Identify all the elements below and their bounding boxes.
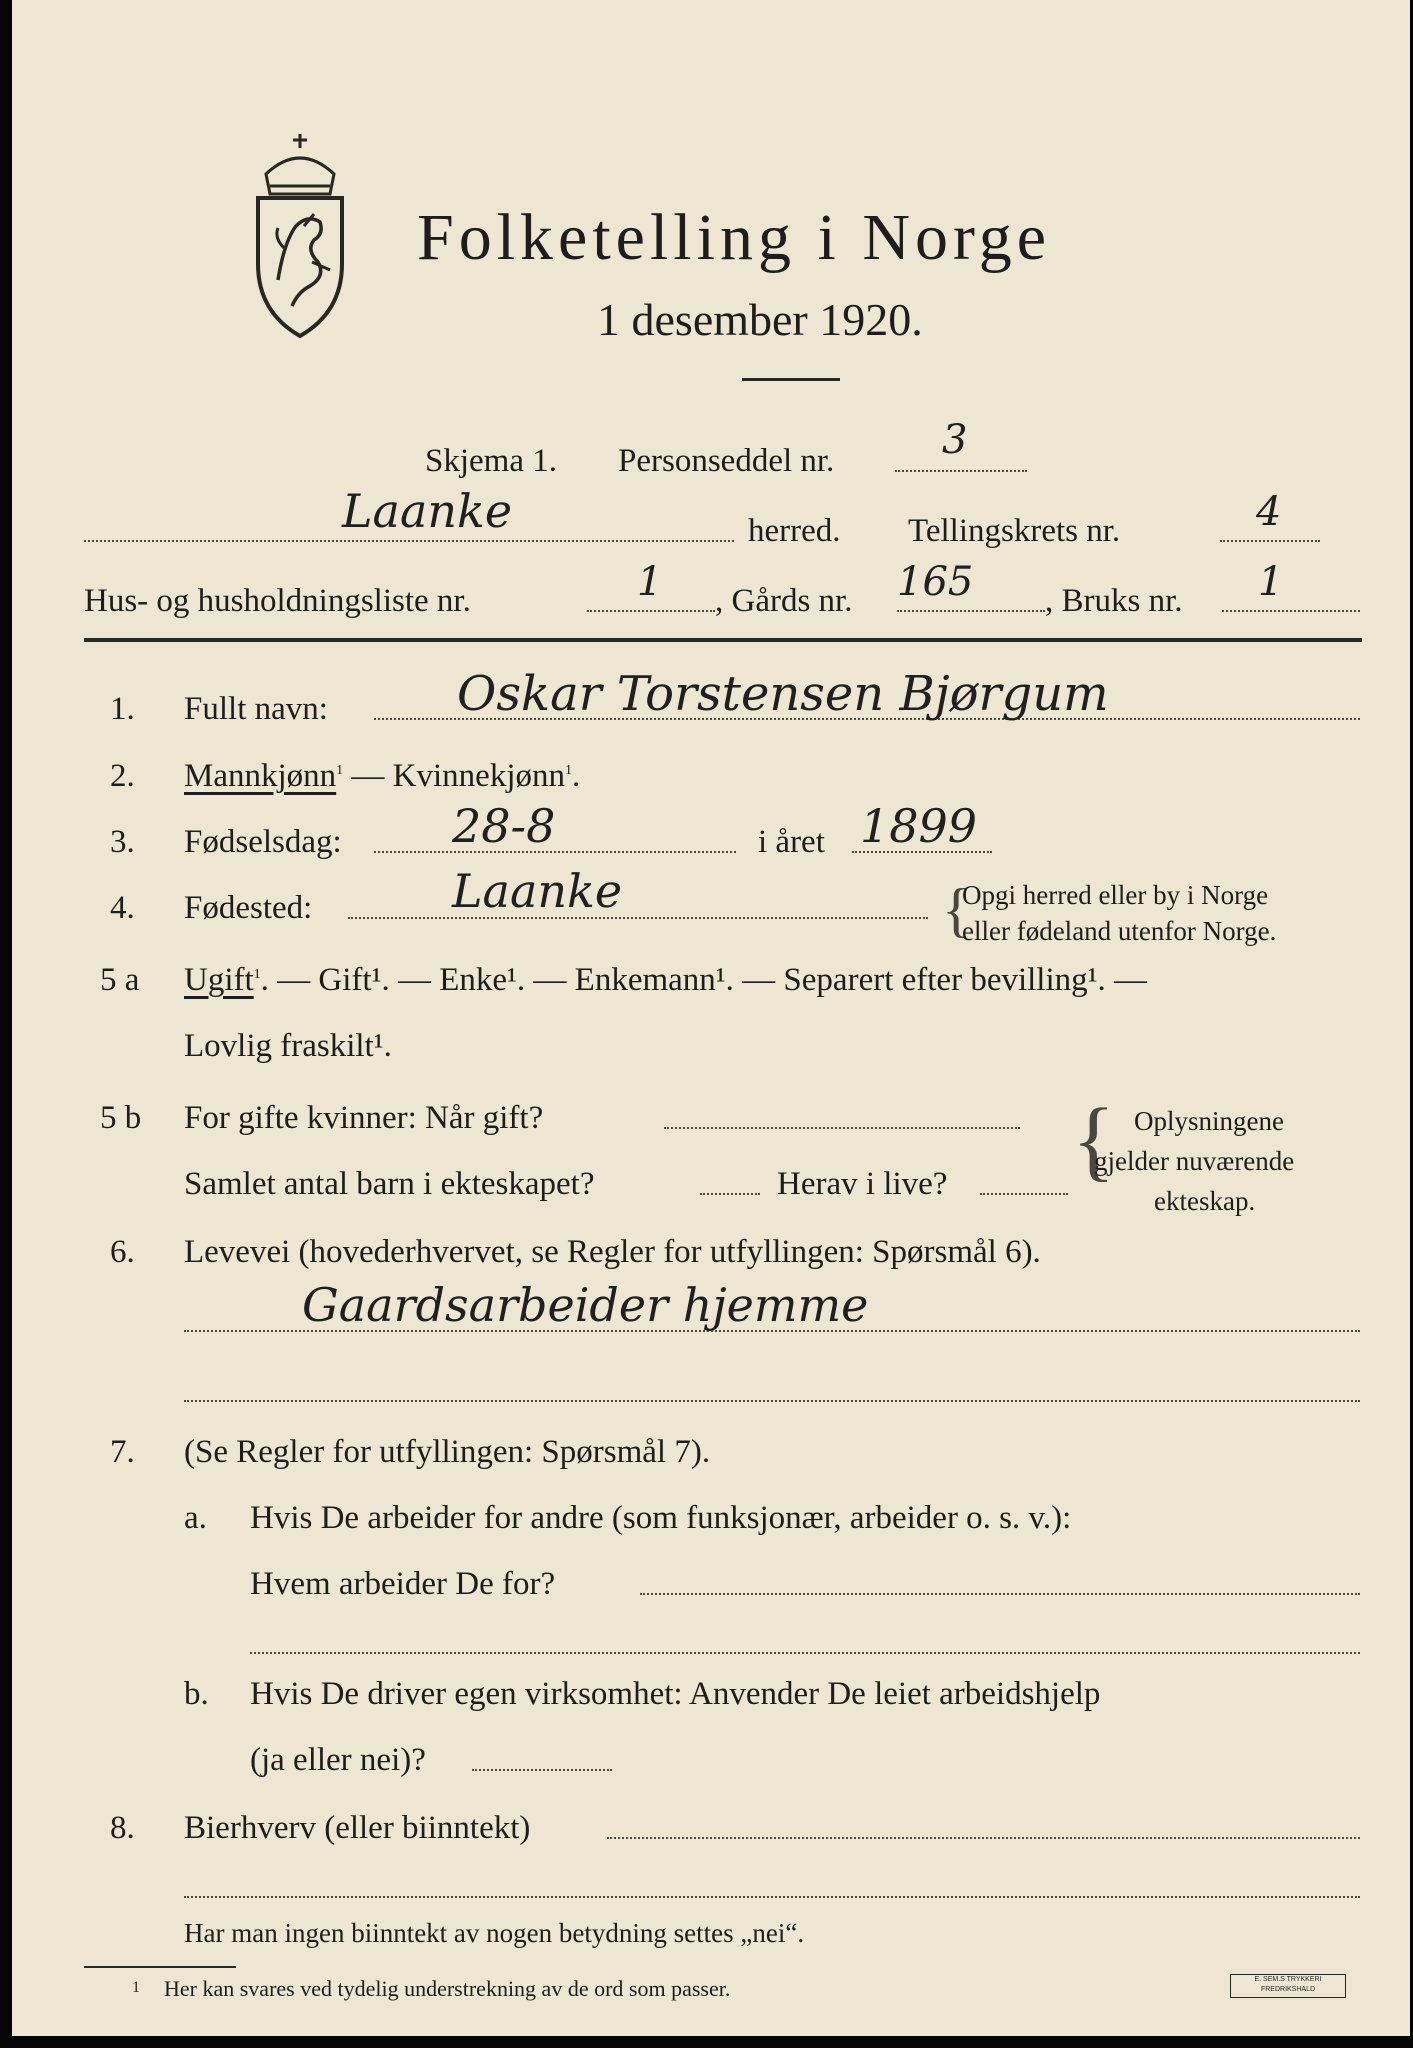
gender-male-option[interactable]: Mannkjønn bbox=[184, 758, 337, 794]
q5b-label1: For gifte kvinner: Når gift? bbox=[184, 1100, 544, 1136]
hus-value[interactable]: 1 bbox=[637, 559, 663, 605]
bruks-label: , Bruks nr. bbox=[1045, 583, 1183, 619]
coat-of-arms-icon bbox=[244, 130, 356, 340]
q4-label: Fødested: bbox=[184, 890, 313, 926]
q7-label: (Se Regler for utfyllingen: Spørsmål 7). bbox=[184, 1434, 711, 1470]
personseddel-value[interactable]: 3 bbox=[942, 417, 968, 463]
title-rule bbox=[742, 378, 840, 381]
hus-line bbox=[587, 610, 715, 612]
occupation-value[interactable]: Gaardsarbeider hjemme bbox=[302, 1278, 869, 1332]
gards-value[interactable]: 165 bbox=[897, 559, 974, 605]
footer-note: Har man ingen biinntekt av nogen betydning settes „nei“. bbox=[184, 1918, 805, 1948]
footnote-text: Her kan svares ved tydelig understrekning av de ord som passer. bbox=[164, 1976, 731, 2001]
q7b-line1: Hvis De driver egen virksomhet: Anvender De leiet arbeidshjelp bbox=[250, 1676, 1101, 1712]
birth-day-value[interactable]: 28-8 bbox=[452, 799, 556, 853]
q5b-note-line2: gjelder nuværende bbox=[1094, 1146, 1295, 1176]
footnote-number: 1 bbox=[132, 1979, 140, 1996]
q4-number: 4. bbox=[110, 890, 135, 926]
gards-line bbox=[897, 610, 1045, 612]
q1-label: Fullt navn: bbox=[184, 691, 328, 727]
q3-label: Fødselsdag: bbox=[184, 824, 342, 860]
q2-options: Mannkjønn$^1$ — Kvinnekjønn$^1$. bbox=[184, 758, 581, 794]
q7b-answer-line bbox=[472, 1769, 612, 1771]
q5b-note-line1: Oplysningene bbox=[1134, 1106, 1284, 1136]
q7a-employer-line bbox=[640, 1593, 1360, 1595]
q5b-number: 5 b bbox=[100, 1100, 142, 1136]
gards-label: , Gårds nr. bbox=[715, 583, 853, 619]
q5b-label3: Herav i live? bbox=[777, 1166, 948, 1202]
q5b-note-line3: ekteskap. bbox=[1154, 1186, 1256, 1216]
q7-number: 7. bbox=[110, 1434, 135, 1470]
tellingskrets-value[interactable]: 4 bbox=[1256, 489, 1282, 535]
census-date: 1 desember 1920. bbox=[597, 294, 923, 345]
header-divider bbox=[84, 638, 1362, 642]
footnote-rule bbox=[84, 1966, 236, 1968]
tellingskrets-line bbox=[1220, 540, 1320, 542]
q2-number: 2. bbox=[110, 758, 135, 794]
q8-line1 bbox=[607, 1837, 1360, 1839]
hus-label: Hus- og husholdningsliste nr. bbox=[84, 583, 471, 619]
q4-note-line2: eller fødeland utenfor Norge. bbox=[962, 916, 1277, 946]
full-name-value[interactable]: Oskar Torstensen Bjørgum bbox=[457, 666, 1109, 722]
q7a-line2: Hvem arbeider De for? bbox=[250, 1566, 556, 1602]
q5b-alive-line bbox=[980, 1193, 1068, 1195]
personseddel-line bbox=[895, 470, 1027, 472]
q4-note-line1: Opgi herred eller by i Norge bbox=[962, 880, 1269, 910]
gender-female-option[interactable]: Kvinnekjønn bbox=[392, 758, 565, 794]
q5a-options: Ugift$^1$. — Gift¹. — Enke¹. — Enkemann¹. — Separert efter bevilling¹. — bbox=[184, 962, 1148, 998]
census-form-page bbox=[12, 0, 1410, 2036]
q5a-line2[interactable]: Lovlig fraskilt¹. bbox=[184, 1028, 392, 1064]
bruks-line bbox=[1222, 610, 1360, 612]
q5b-children-line bbox=[700, 1193, 760, 1195]
marital-ugift-option[interactable]: Ugift bbox=[184, 962, 254, 998]
q3-number: 3. bbox=[110, 824, 135, 860]
form-title: Folketelling i Norge bbox=[417, 201, 1052, 274]
q4-line bbox=[348, 917, 928, 919]
q3-year-label: i året bbox=[758, 824, 825, 860]
skjema-label: Skjema 1. bbox=[425, 443, 557, 479]
tellingskrets-label: Tellingskrets nr. bbox=[908, 513, 1121, 549]
q5b-label2: Samlet antal barn i ekteskapet? bbox=[184, 1166, 595, 1202]
printer-stamp bbox=[1230, 1974, 1346, 1998]
gender-end: . bbox=[572, 758, 581, 794]
q1-number: 1. bbox=[110, 691, 135, 727]
q6-label: Levevei (hovederhvervet, se Regler for utfyllingen: Spørsmål 6). bbox=[184, 1234, 1041, 1270]
q7a-letter: a. bbox=[184, 1500, 207, 1536]
birth-year-value[interactable]: 1899 bbox=[860, 799, 978, 853]
q6-line2 bbox=[184, 1400, 1360, 1402]
herred-label: herred. bbox=[748, 513, 841, 549]
gender-separator: — bbox=[343, 758, 393, 794]
herred-line bbox=[84, 540, 734, 542]
q5b-note-bracket: { bbox=[1072, 1091, 1116, 1190]
q8-label: Bierhverv (eller biinntekt) bbox=[184, 1810, 531, 1846]
q7b-line2: (ja eller nei)? bbox=[250, 1742, 426, 1778]
bruks-value[interactable]: 1 bbox=[1258, 559, 1284, 605]
q5a-number: 5 a bbox=[100, 962, 140, 998]
personseddel-label: Personseddel nr. bbox=[618, 443, 835, 479]
q7a-line1: Hvis De arbeider for andre (som funksjonær, arbeider o. s. v.): bbox=[250, 1500, 1072, 1536]
q7a-extra-line bbox=[250, 1652, 1360, 1654]
marital-other-options[interactable]: . — Gift¹. — Enke¹. — Enkemann¹. — Separert efter bevilling¹. — bbox=[260, 962, 1148, 998]
q7b-letter: b. bbox=[184, 1676, 209, 1712]
q8-number: 8. bbox=[110, 1810, 135, 1846]
birthplace-value[interactable]: Laanke bbox=[452, 864, 623, 918]
q5b-married-line bbox=[664, 1127, 1020, 1129]
printer-stamp-text: E. SEM.S TRYKKERI FREDRIKSHALD bbox=[1254, 1976, 1322, 1993]
q3-day-line bbox=[374, 851, 736, 853]
q6-number: 6. bbox=[110, 1234, 135, 1270]
herred-value[interactable]: Laanke bbox=[342, 484, 513, 538]
q4-note-bracket: { bbox=[942, 877, 971, 943]
q8-line2 bbox=[184, 1896, 1360, 1898]
